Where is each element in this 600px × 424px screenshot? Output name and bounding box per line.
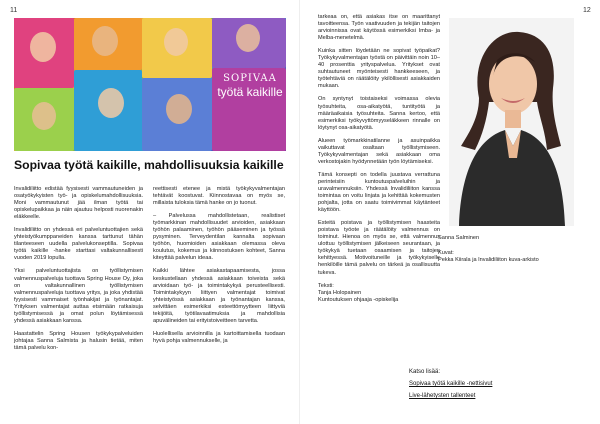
person-photo xyxy=(30,32,56,62)
left-column-1 xyxy=(14,186,143,352)
caption-credit: Pekka Kiirala ja Invalidiliiton kuva-arkisto xyxy=(438,257,539,264)
caption-name: Sanna Salminen xyxy=(438,235,480,241)
links-heading: Katso lisää: xyxy=(409,369,441,375)
paragraph: – Palvelussa mahdollistetaan, realistiset työmarkkinan mahdollisuudet arvioiden, asiakkaan työhön palaaminen, työhön pääseminen ja työssä pysyminen. Terveydentilan kannalta sopivaan työhön, huomioiden asiakkaan olemassa oleva koulutus, kokemus ja kiinnostuksen kohteet, Sanna kiteyttää palvelun ideaa. xyxy=(153,213,285,262)
byline-role: Kuntoutuksen ohjaaja -opiskelija xyxy=(318,296,399,303)
paragraph: Invalidiliitto edistää fyysisesti vammautuneiden ja osatyökykyisten työ- ja opiskelumahdollisuuksia. Moni vammautunut jää ilman työtä tai opiskelupaikkaa ja näin ajautuu helposti nuorenakin eläkkeelle. xyxy=(14,186,143,221)
paragraph: Invalidiliitto on yhdessä eri palveluntuottajien sekä yhteistyökumppaneiden kanssa tarttunut tähän tilanteeseen uudella palvelukonseptilla. Sopivaa työtä kaikille -hanke starttasi valtakunnallisesti vuoden 2019 lopulla. xyxy=(14,227,143,262)
paragraph: Haastattelin Spring Housen työkykypalveluiden johtajaa Sanna Salmista ja halusin tietää, miten tämä palvelu kon- xyxy=(14,330,143,351)
hero-logo-bottom: työtä kaikille xyxy=(217,85,283,99)
link-project-website[interactable]: Sopivaa työtä kaikille -nettisivut xyxy=(409,381,493,387)
hero-logo-top: SOPIVAA xyxy=(223,73,277,84)
person-photo xyxy=(166,94,192,124)
link-live-recordings[interactable]: Live-lähetysten tallenteet xyxy=(409,393,476,399)
page-number-right: 12 xyxy=(583,7,591,14)
more-info-links xyxy=(409,366,492,402)
byline xyxy=(318,283,440,304)
person-photo xyxy=(92,26,118,56)
article-headline: Sopivaa työtä kaikille, mahdollisuuksia kaikille xyxy=(14,158,284,172)
paragraph: Tämä konsepti on todella juustava verrattuna perinteisiin kuntoutuspalveluihin ja uravalmennuksiin. Yhdessä Invalidiliiton kanssa toimintaa on voitu linjata ja kehittää kokemusten pohjalta, jotta on saatu toimivimmat käytänteet käyttöön. xyxy=(318,171,440,214)
paragraph: Kaikki lähtee asiakastapaamisesta, jossa keskustellaan yhdessä asiakkaan toiveista sekä arvioidaan työ- ja toimintakykyä perusteellisesti. Toimintakykyyn liittyen valmentajat toimivat yhteistyössä asiakkaan ja työnantajan kanssa, selvittäen esimerkiksi esteettömyytteen liittyviä tekijöitä, työtilavaatimuksia ja mahdollisia apuvälineiden tai erityistoiveitteen tarvetta. xyxy=(153,268,285,324)
paragraph: Kuinka sitten löydetään ne sopivat työpaikat? Työkykyvalmentajan työstä on päivittäin noin 10–40 prosenttia yrityspalvelua. Yritykset ovat suhtautuneet myönteisesti hankkeeseen, ja työtehtäviä on räätälöity ykilöllisesti asiakkaiden mukaan. xyxy=(318,48,440,90)
paragraph: Alueen työmarkkinatilanne ja asuinpaikka vaikuttavat osaltaan työllistymiseen. Työkykyvalmentajan sekä asiakkaan oma verkostojakin hyödynnetään työn löytämiseksi. xyxy=(318,137,440,165)
byline-author: Tanja Holopainen xyxy=(318,289,362,296)
left-column-2 xyxy=(153,186,285,345)
paragraph: Yksi palveluntuottajista on työllistymisen valmennuspalveluja tuottava Spring House Oy, joka on valtakunnallinen työllistymisen valmennuspalveluja tuottava yritys, ja joka yhdistää fyysisesti vammaiset työnhakijat ja työnantajat. Yrityksen valmentajat auttaa etsimään ratkaisuja työllistymisessä ja omat polun löytämisessä yhdessä asiakkaan kanssa. xyxy=(14,268,143,324)
photo-caption xyxy=(438,235,588,264)
person-photo xyxy=(32,102,56,130)
person-photo xyxy=(164,28,188,56)
page-number-left: 11 xyxy=(10,7,18,14)
portrait-illustration xyxy=(449,18,574,226)
byline-label: Teksti: xyxy=(318,282,334,289)
paragraph: tarkeaa on, että asiakas itse on maarittanyt tavoitteensa. Työn vaativuuden ja tekijän taitojen arvioinnissa ovat käytössä esimerkiksi Imba- ja Melba-menetelmä. xyxy=(318,14,440,42)
paragraph: On syntynyt toistaiseksi voimassa olevia työsuhteita, osa-aikatyötä, tuntityötä ja määräaikaisia työsuhteita. Sanna kertoo, että esimerkiksi työkyvyttömyyseläkkeen rinnalle on löytynyt osa-aikatyötä. xyxy=(318,96,440,131)
paragraph: Esteitä poistava ja työllistymisen haasteita poistava työote ja räätälöity valmennus on toiminut. Hienoa on myös se, että valmennus ulottuu työllistymisen jälkeiseen seurantaan, ja työkykyä tuetaan osaamisen ja taitojen kehittyessä. Motivoituneille ja työkykyiselle henkilöille tämä palvelu on tärkeä ja osallisuutta tukeva. xyxy=(318,220,440,276)
paragraph: Huolellisella arvioinnilla ja kartoittamisella tuodaan hyvä pohja valmennukselle, ja xyxy=(153,330,285,344)
person-photo xyxy=(236,24,260,52)
caption-credit-label: Kuvat: xyxy=(438,250,454,257)
paragraph: reettisesti etenee ja mistä työkykyvalmentajan tehtävät koostuvat. Kiinnostavaa on myös se, millaista tuloksia tämä hanke on jo tuonut. xyxy=(153,186,285,207)
hero-logo xyxy=(211,73,286,99)
portrait-photo xyxy=(449,18,574,226)
person-photo xyxy=(98,88,124,118)
hero-collage xyxy=(14,18,286,151)
right-column-1 xyxy=(318,14,440,304)
